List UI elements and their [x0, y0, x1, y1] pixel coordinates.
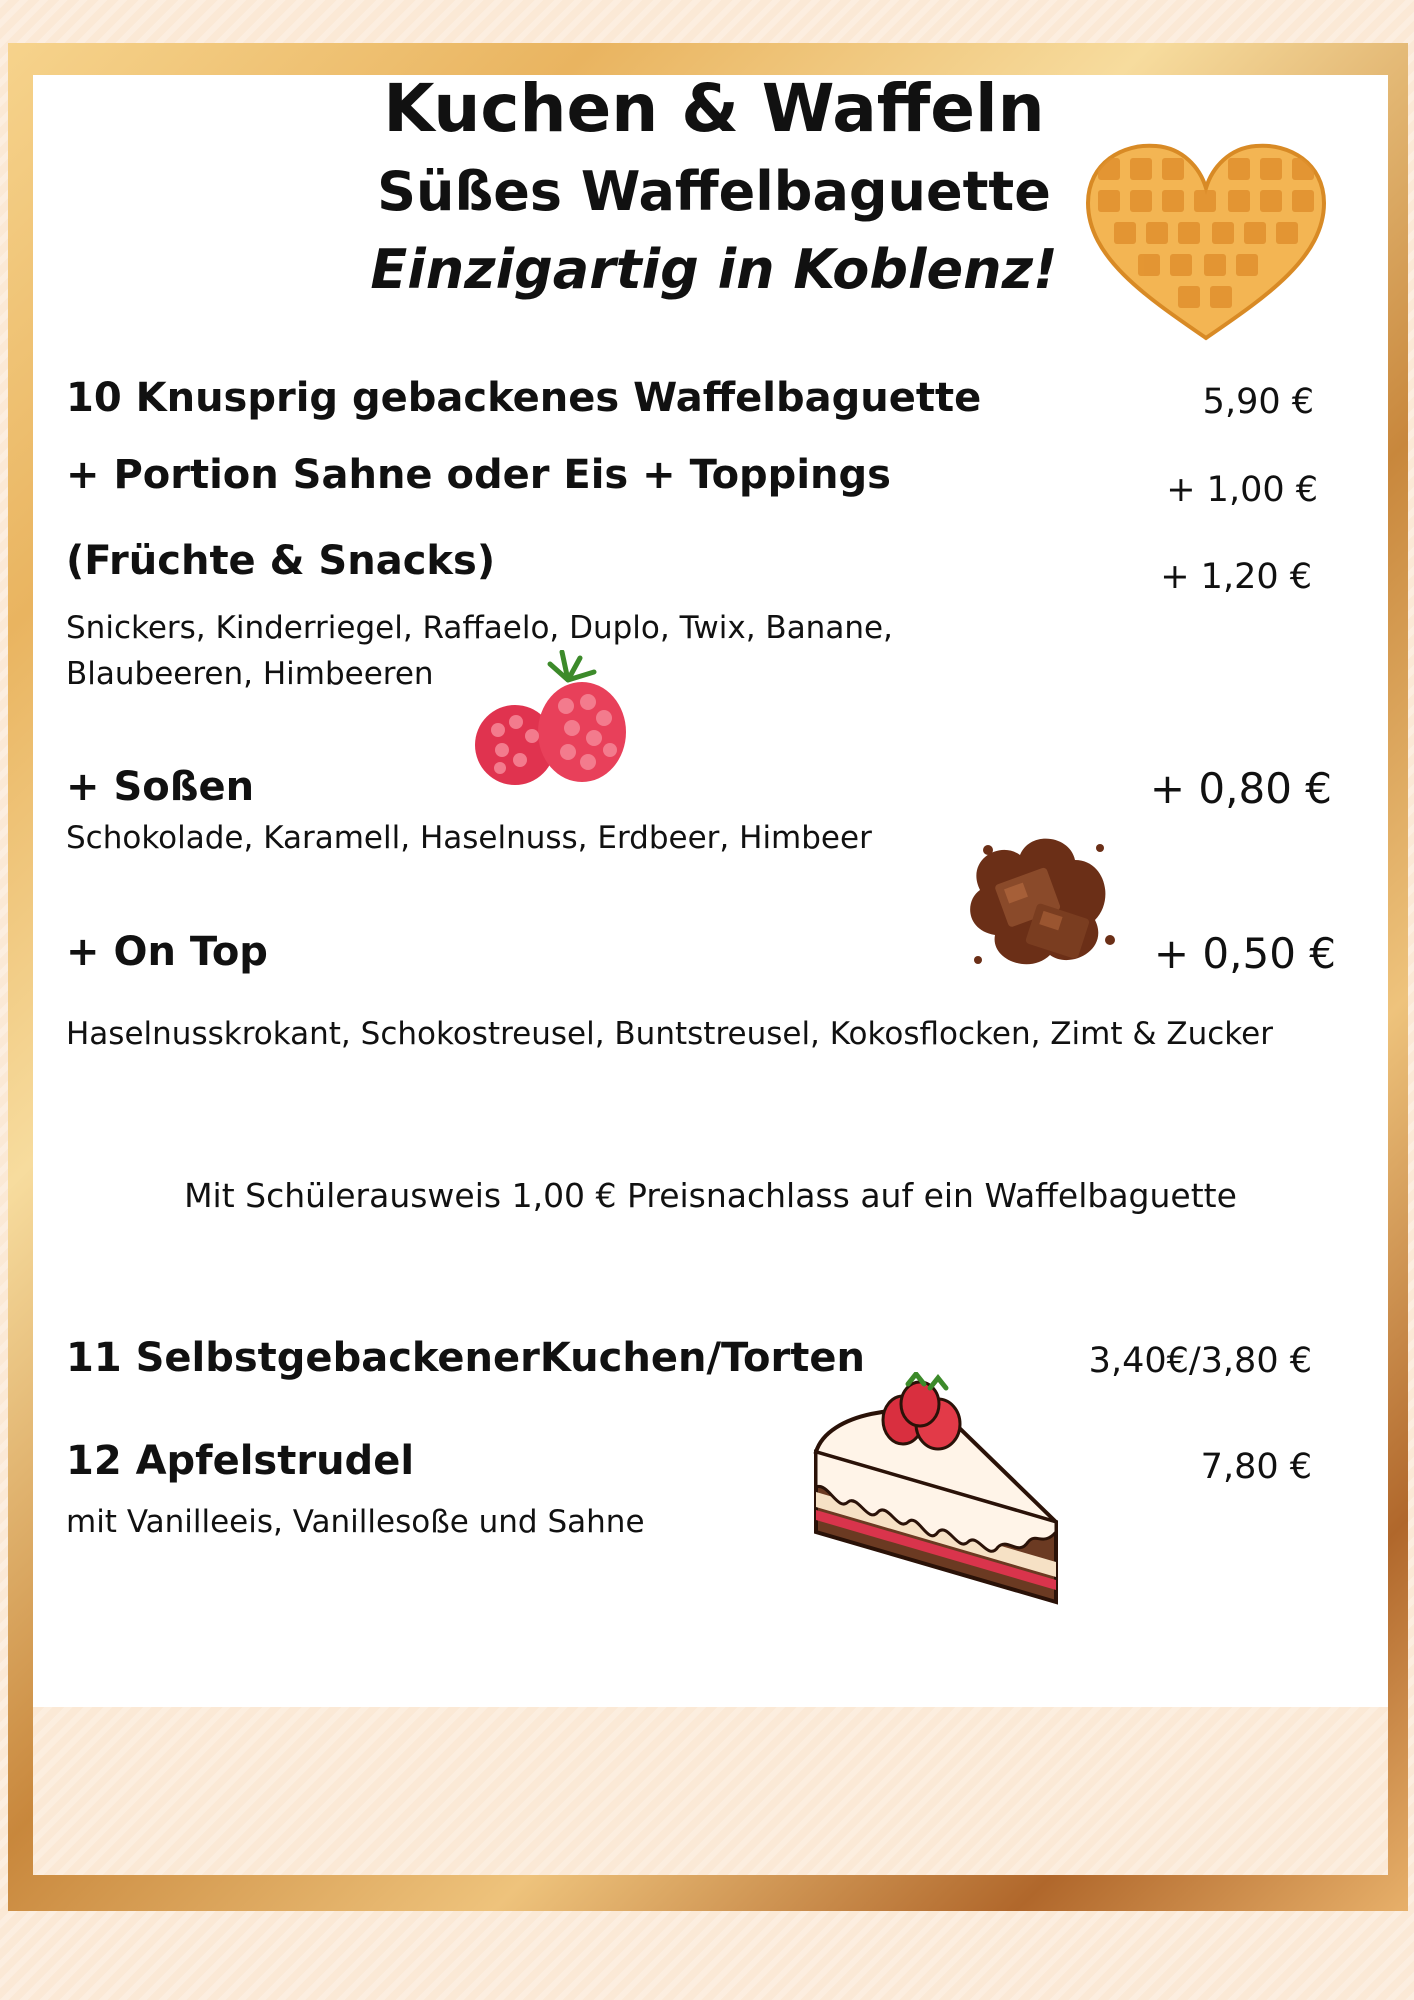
sauces-price: + 0,80 € — [1149, 764, 1332, 813]
toppings-label: + Portion Sahne oder Eis + Toppings — [66, 452, 891, 498]
fruits-snacks-price: + 1,20 € — [1160, 557, 1312, 597]
item-12-price: 7,80 € — [1200, 1447, 1312, 1487]
strudel-description: mit Vanilleeis, Vanillesoße und Sahne — [66, 1504, 645, 1540]
menu-tagline: Einzigartig in Koblenz! — [370, 238, 1058, 301]
fruits-snacks-label: (Früchte & Snacks) — [66, 538, 496, 584]
sauces-description: Schokolade, Karamell, Haselnuss, Erdbeer, Himbeer — [66, 820, 872, 856]
ontop-price: + 0,50 € — [1153, 929, 1336, 978]
student-discount-notice: Mit Schülerausweis 1,00 € Preisnachlass auf ein Waffelbaguette — [184, 1176, 1237, 1215]
item-11-label: 11 SelbstgebackenerKuchen/Torten — [66, 1335, 865, 1381]
snacks-description-1: Snickers, Kinderriegel, Raffaelo, Duplo, Twix, Banane, — [66, 610, 893, 646]
ontop-label: + On Top — [66, 929, 268, 975]
raspberry-icon — [470, 650, 640, 790]
toppings-price: + 1,00 € — [1166, 470, 1318, 510]
item-11-price: 3,40€/3,80 € — [1088, 1341, 1312, 1381]
item-12-label: 12 Apfelstrudel — [66, 1438, 415, 1484]
sauces-label: + Soßen — [66, 764, 255, 810]
cake-slice-icon — [808, 1372, 1064, 1612]
item-10-price: 5,90 € — [1202, 382, 1314, 422]
waffle-heart-icon — [1078, 138, 1334, 348]
snacks-description-2: Blaubeeren, Himbeeren — [66, 656, 434, 692]
menu-title: Kuchen & Waffeln — [383, 70, 1045, 147]
menu-subtitle: Süßes Waffelbaguette — [377, 160, 1051, 223]
item-10-label: 10 Knusprig gebackenes Waffelbaguette — [66, 375, 982, 421]
ontop-description: Haselnusskrokant, Schokostreusel, Buntstreusel, Kokosflocken, Zimt & Zucker — [66, 1016, 1273, 1052]
